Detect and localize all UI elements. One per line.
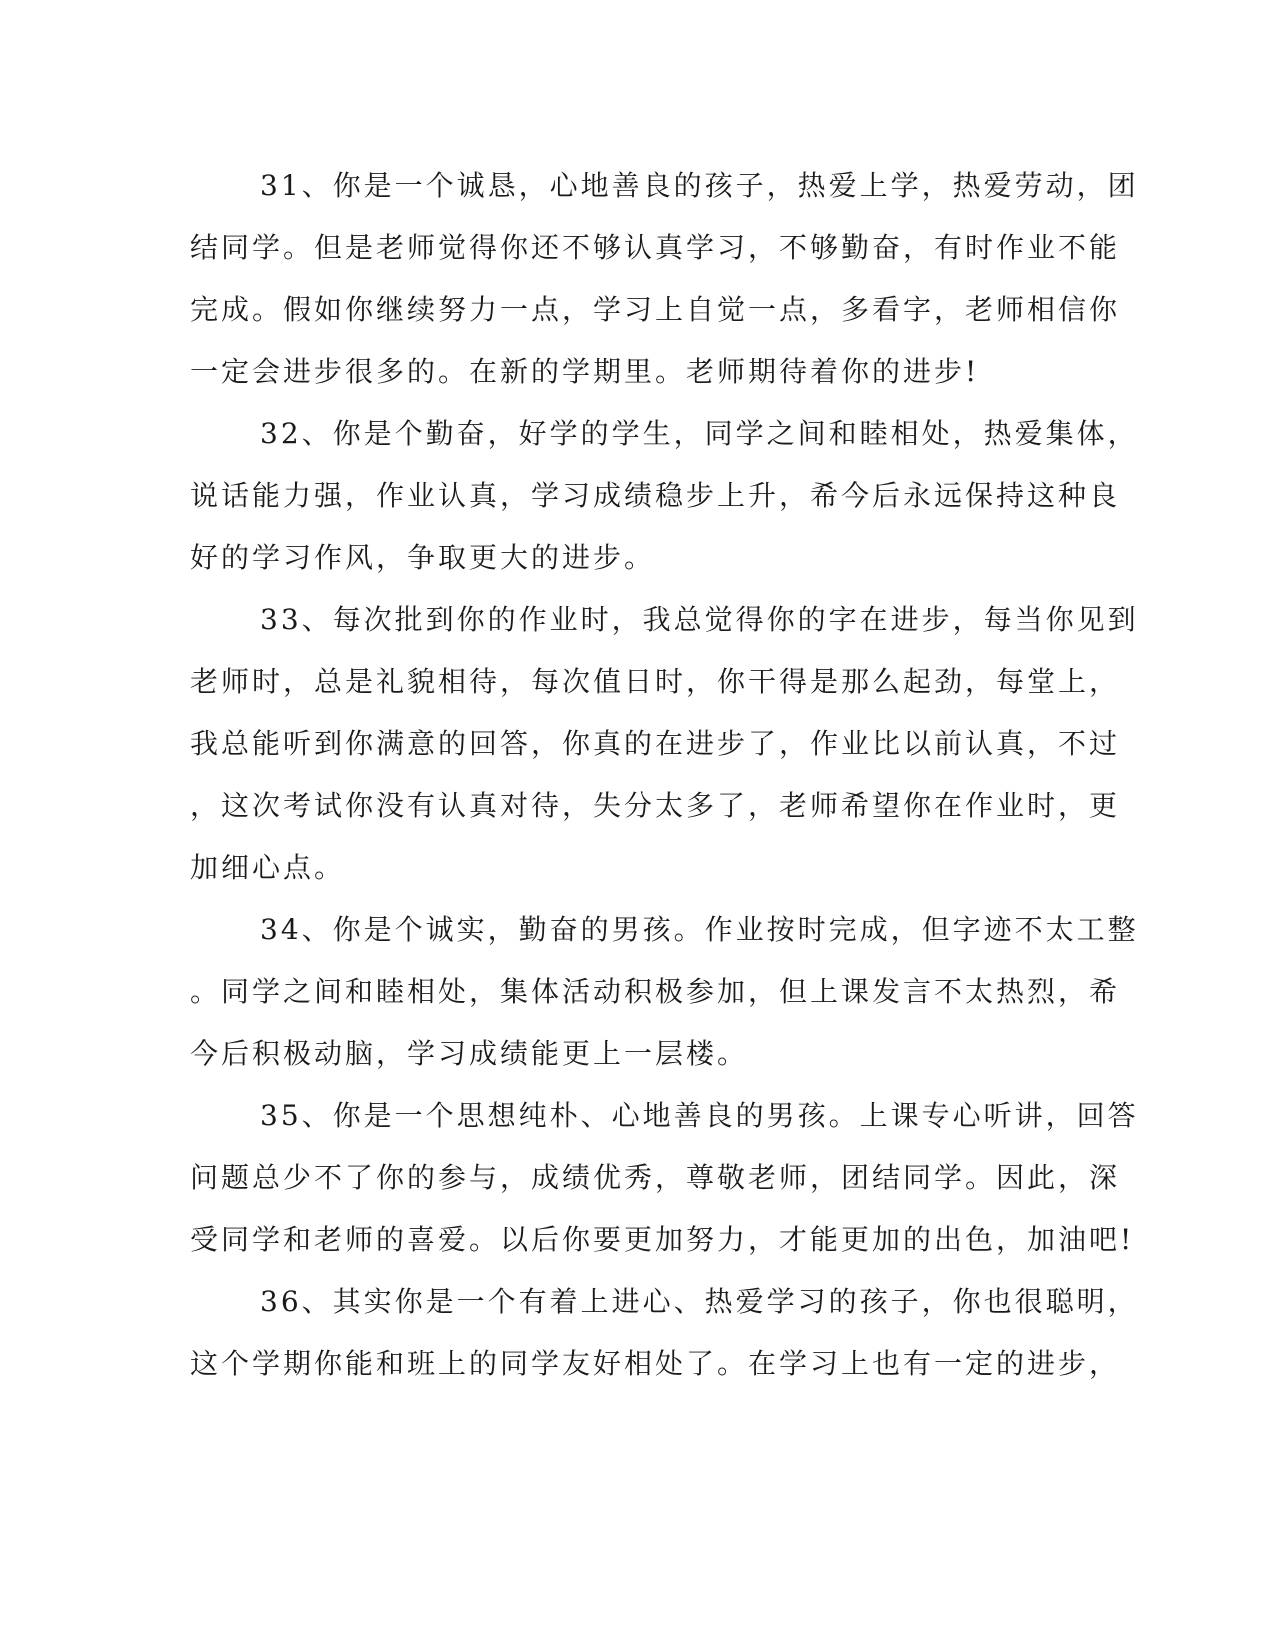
text-line: 这个学期你能和班上的同学友好相处了。在学习上也有一定的进步， [190, 1347, 1121, 1380]
text-body [190, 155, 1139, 1395]
text-line: 说话能力强，作业认真，学习成绩稳步上升，希今后永远保持这种良 [190, 479, 1121, 512]
paragraph-36 [190, 1271, 1139, 1395]
text-line: 今后积极动脑，学习成绩能更上一层楼。 [190, 1037, 749, 1070]
text-line: 。同学之间和睦相处，集体活动积极参加，但上课发言不太热烈，希 [190, 975, 1121, 1008]
text-line: 33、每次批到你的作业时，我总觉得你的字在进步，每当你见到 [260, 603, 1139, 636]
text-line: 问题总少不了你的参与，成绩优秀，尊敬老师，团结同学。因此，深 [190, 1161, 1121, 1194]
text-line: 我总能听到你满意的回答，你真的在进步了，作业比以前认真，不过 [190, 727, 1121, 760]
text-line: 一定会进步很多的。在新的学期里。老师期待着你的进步! [190, 355, 980, 388]
text-line: 完成。假如你继续努力一点，学习上自觉一点，多看字，老师相信你 [190, 293, 1121, 326]
text-line: 36、其实你是一个有着上进心、热爱学习的孩子，你也很聪明， [260, 1285, 1139, 1318]
text-line: 31、你是一个诚恳，心地善良的孩子，热爱上学，热爱劳动，团 [260, 169, 1139, 202]
paragraph-32 [190, 403, 1139, 589]
text-line: 35、你是一个思想纯朴、心地善良的男孩。上课专心听讲，回答 [260, 1099, 1139, 1132]
text-line: 受同学和老师的喜爱。以后你要更加努力，才能更加的出色，加油吧! [190, 1223, 1135, 1256]
text-line: 好的学习作风，争取更大的进步。 [190, 541, 656, 574]
text-line: 32、你是个勤奋，好学的学生，同学之间和睦相处，热爱集体， [260, 417, 1139, 450]
text-line: ，这次考试你没有认真对待，失分太多了，老师希望你在作业时，更 [190, 789, 1121, 822]
paragraph-33 [190, 589, 1139, 899]
paragraph-34 [190, 899, 1139, 1085]
text-line: 加细心点。 [190, 851, 346, 884]
paragraph-31 [190, 155, 1139, 403]
paragraph-35 [190, 1085, 1139, 1271]
text-line: 结同学。但是老师觉得你还不够认真学习，不够勤奋，有时作业不能 [190, 231, 1121, 264]
text-line: 老师时，总是礼貌相待，每次值日时，你干得是那么起劲，每堂上， [190, 665, 1121, 698]
text-line: 34、你是个诚实，勤奋的男孩。作业按时完成，但字迹不太工整 [260, 913, 1139, 946]
